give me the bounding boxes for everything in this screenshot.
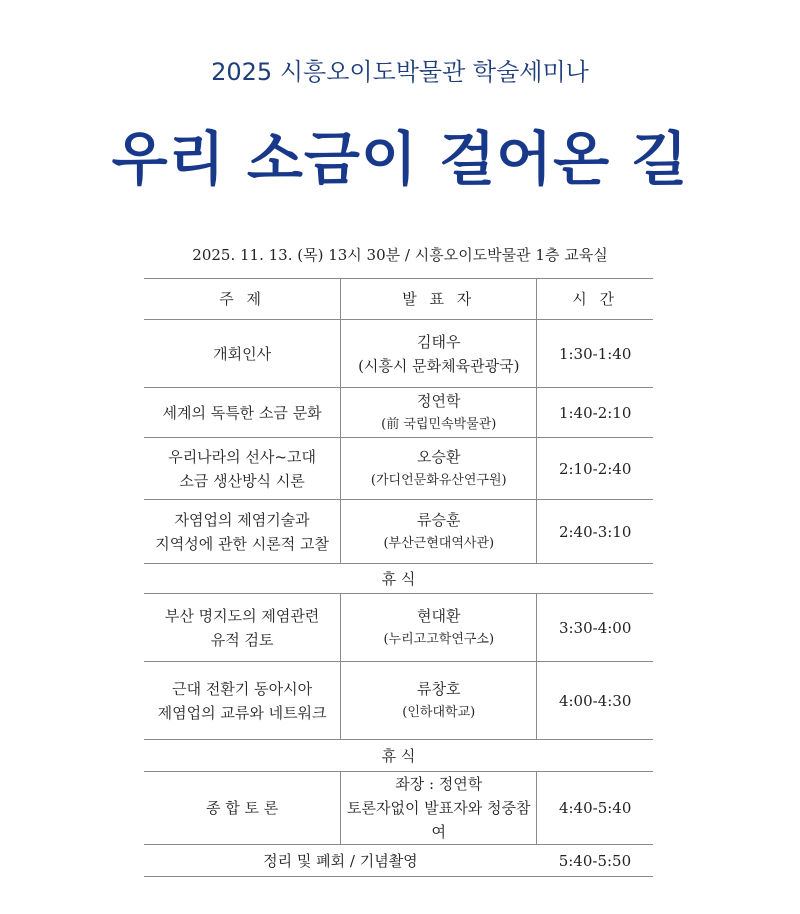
table-row (144, 388, 653, 438)
row-speaker: 류창호 (인하대학교) (341, 662, 537, 740)
header-topic: 주 제 (144, 279, 341, 320)
break-row (144, 564, 653, 594)
row-topic: 근대 전환기 동아시아 제염업의 교류와 네트워크 (144, 662, 341, 740)
table-row (144, 662, 653, 740)
schedule-table (144, 278, 653, 877)
closing-row (144, 845, 653, 877)
table-row (144, 320, 653, 388)
event-subtitle: 2025 시흥오이도박물관 학술세미나 (211, 58, 589, 86)
table-row (144, 438, 653, 500)
row-speaker: 정연학 (前 국립민속박물관) (341, 388, 537, 438)
row-topic: 종 합 토 론 (144, 772, 341, 845)
row-topic: 자염업의 제염기술과 지역성에 관한 시론적 고찰 (144, 500, 341, 564)
closing-label: 정리 및 폐회 / 기념촬영 (144, 845, 537, 877)
row-speaker: 오승환 (가디언문화유산연구원) (341, 438, 537, 500)
header-speaker: 발 표 자 (341, 279, 537, 320)
row-time: 3:30-4:00 (537, 594, 653, 662)
table-row (144, 772, 653, 845)
closing-time: 5:40-5:50 (537, 845, 653, 877)
row-time: 2:10-2:40 (537, 438, 653, 500)
row-speaker: 현대환 (누리고고학연구소) (341, 594, 537, 662)
row-topic: 우리나라의 선사~고대 소금 생산방식 시론 (144, 438, 341, 500)
break-row (144, 740, 653, 772)
row-time: 1:40-2:10 (537, 388, 653, 438)
row-topic: 개회인사 (144, 320, 341, 388)
table-row (144, 594, 653, 662)
event-title: 우리 소금이 걸어온 길 (111, 125, 689, 193)
row-topic: 세계의 독특한 소금 문화 (144, 388, 341, 438)
row-speaker: 좌장 : 정연학 토론자없이 발표자와 청중참여 (341, 772, 537, 845)
break-label: 휴 식 (144, 740, 653, 772)
row-time: 1:30-1:40 (537, 320, 653, 388)
row-time: 4:00-4:30 (537, 662, 653, 740)
row-time: 2:40-3:10 (537, 500, 653, 564)
header-time: 시 간 (537, 279, 653, 320)
row-speaker: 김태우 (시흥시 문화체육관광국) (341, 320, 537, 388)
break-label: 휴 식 (144, 564, 653, 594)
event-date-location: 2025. 11. 13. (목) 13시 30분 / 시흥오이도박물관 1층 교육실 (192, 246, 608, 264)
table-row (144, 500, 653, 564)
table-header-row (144, 279, 653, 320)
row-speaker: 류승훈 (부산근현대역사관) (341, 500, 537, 564)
row-time: 4:40-5:40 (537, 772, 653, 845)
row-topic: 부산 명지도의 제염관련 유적 검토 (144, 594, 341, 662)
